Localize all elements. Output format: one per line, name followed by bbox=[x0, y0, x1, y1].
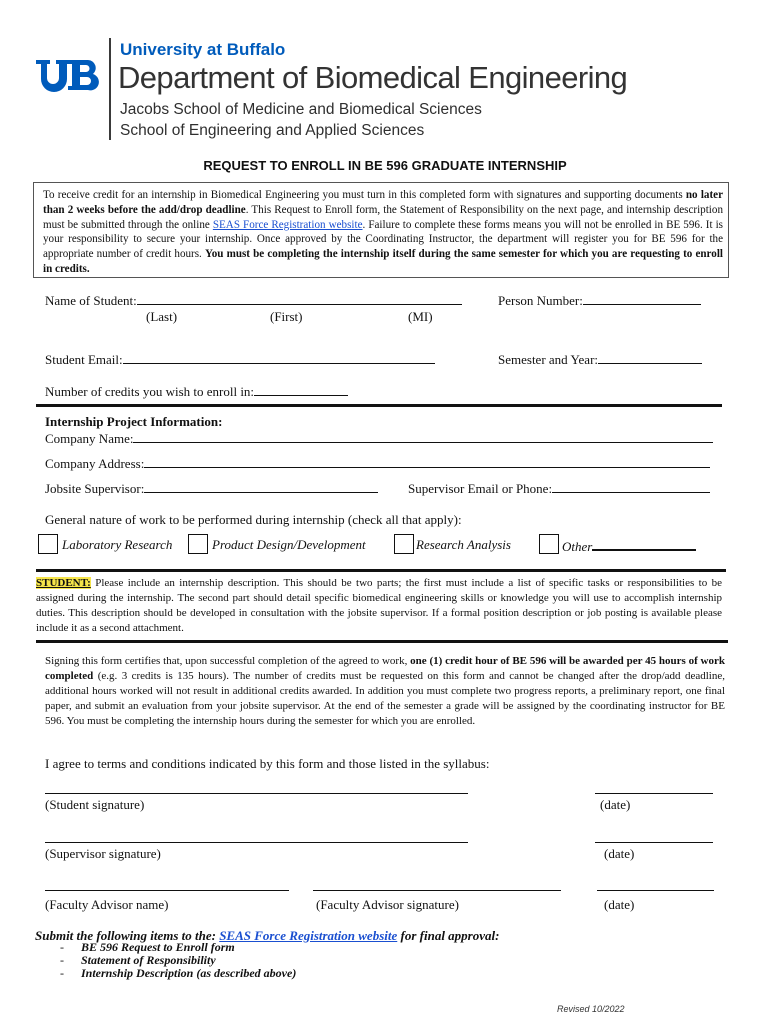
student-date-caption: (date) bbox=[600, 797, 631, 812]
faculty-date-caption: (date) bbox=[604, 897, 635, 912]
seas-force-link[interactable]: SEAS Force Registration website bbox=[212, 218, 363, 231]
supervisor-signature-caption: (Supervisor signature) bbox=[45, 846, 161, 861]
student-date-line[interactable] bbox=[595, 793, 713, 794]
supervisor-date-caption: (date) bbox=[604, 846, 635, 861]
faculty-signature-line[interactable] bbox=[313, 890, 561, 891]
school-engineering: School of Engineering and Applied Sciences bbox=[120, 122, 425, 139]
name-of-student-field[interactable] bbox=[45, 292, 462, 309]
laboratory-research-label: Laboratory Research bbox=[62, 537, 173, 552]
supervisor-contact-field[interactable]: Supervisor Email or Phone: bbox=[408, 480, 710, 497]
school-medicine: Jacobs School of Medicine and Biomedical Sciences bbox=[120, 101, 482, 118]
section-divider bbox=[36, 404, 722, 407]
supervisor-date-line[interactable] bbox=[595, 842, 713, 843]
work-nature-label: General nature of work to be performed during internship (check all that apply): bbox=[45, 512, 462, 527]
faculty-signature-caption: (Faculty Advisor signature) bbox=[316, 897, 459, 912]
company-address-field[interactable]: Company Address: bbox=[45, 455, 710, 472]
middle-initial-caption: (MI) bbox=[408, 309, 433, 324]
section-divider bbox=[36, 569, 726, 572]
semester-year-field[interactable]: Semester and Year: bbox=[498, 351, 702, 368]
ub-logo bbox=[36, 58, 102, 92]
product-design-checkbox[interactable] bbox=[188, 534, 208, 554]
section-divider bbox=[36, 640, 728, 643]
credits-field[interactable]: Number of credits you wish to enroll in: bbox=[45, 383, 348, 400]
bullet-dash: - bbox=[60, 953, 64, 967]
submit-instructions: Submit the following items to the: SEAS Force Registration website for final approval: bbox=[35, 928, 500, 943]
faculty-date-line[interactable] bbox=[597, 890, 714, 891]
certification-text: Signing this form certifies that, upon successful completion of the agreed to work, one (1) credit hour of BE 596 will be awarded per 45 hours of work completed (e.g. 3 credits is 135 hours). The number of credits must be requested on this form and cannot be changed after the drop/add deadline, additional hours worked will not result in additional credits awarded. In addition you must complete two progress reports, a preliminary report, one final paper, and submit an evaluation from your jobsite supervisor. At the end of the semester a grade will be assigned by the coordinating instructor for BE 596. You must be completing the internship hours during the semester for which you are enrolled. bbox=[45, 655, 725, 727]
bullet-dash: - bbox=[60, 966, 64, 980]
other-checkbox[interactable] bbox=[539, 534, 559, 554]
agreement-statement: I agree to terms and conditions indicated by this form and those listed in the syllabus: bbox=[45, 756, 490, 771]
department-name: Department of Biomedical Engineering bbox=[118, 60, 628, 95]
company-name-field[interactable]: Company Name: bbox=[45, 430, 713, 447]
other-field[interactable]: Other bbox=[562, 537, 696, 555]
faculty-name-caption: (Faculty Advisor name) bbox=[45, 897, 169, 912]
supervisor-signature-line[interactable] bbox=[45, 842, 468, 843]
jobsite-supervisor-field[interactable]: Jobsite Supervisor: bbox=[45, 480, 378, 497]
submit-item-3: Internship Description (as described above) bbox=[81, 966, 297, 980]
internship-heading: Internship Project Information: bbox=[45, 414, 223, 429]
research-analysis-checkbox[interactable] bbox=[394, 534, 414, 554]
header-divider bbox=[109, 38, 111, 140]
student-label: STUDENT: bbox=[36, 577, 91, 589]
name-label: Name of Student: bbox=[45, 293, 137, 308]
bullet-dash: - bbox=[60, 940, 64, 954]
faculty-name-line[interactable] bbox=[45, 890, 289, 891]
student-signature-caption: (Student signature) bbox=[45, 797, 145, 812]
form-title: REQUEST TO ENROLL IN BE 596 GRADUATE INTERNSHIP bbox=[203, 158, 567, 173]
student-signature-line[interactable] bbox=[45, 793, 468, 794]
laboratory-research-checkbox[interactable] bbox=[38, 534, 58, 554]
intro-text: To receive credit for an internship in Biomedical Engineering you must turn in this completed form with signatures and supporting documents no later than 2 weeks before the add/drop deadline. This Request to Enroll form, the Statement of Responsibility on the next page, and internship description must be submitted through the online SEAS Force Registration website. Failure to complete these forms means you will not be enrolled in BE 596. It is your responsibility to secure your internship. Once approved by the Coordinating Instructor, the department will register you for BE 596 for the appropriate number of credit hours. You must be completing the internship itself during the same semester for which you are requesting to enroll in credits. bbox=[43, 189, 723, 275]
first-name-caption: (First) bbox=[270, 309, 303, 324]
university-name: University at Buffalo bbox=[120, 40, 286, 59]
student-email-field[interactable]: Student Email: bbox=[45, 351, 435, 368]
seas-force-link-footer[interactable]: SEAS Force Registration website bbox=[219, 928, 398, 943]
student-note: STUDENT: Please include an internship description. This should be two parts; the first must include a list of specific tasks or responsibilities to be assigned during the internship. The second part should detail specific biomedical engineering skills or knowledge you will use to accomplish internship duties. This description should be developed in consultation with the jobsite supervisor. If a formal position description or job posting is available please include it as a second attachment. bbox=[36, 577, 722, 634]
revision-date: Revised 10/2022 bbox=[557, 1004, 625, 1014]
research-analysis-label: Research Analysis bbox=[416, 537, 511, 552]
last-name-caption: (Last) bbox=[146, 309, 178, 324]
submit-item-1: BE 596 Request to Enroll form bbox=[81, 940, 235, 954]
submit-item-2: Statement of Responsibility bbox=[81, 953, 216, 967]
product-design-label: Product Design/Development bbox=[212, 537, 366, 552]
person-number-field[interactable]: Person Number: bbox=[498, 292, 701, 309]
